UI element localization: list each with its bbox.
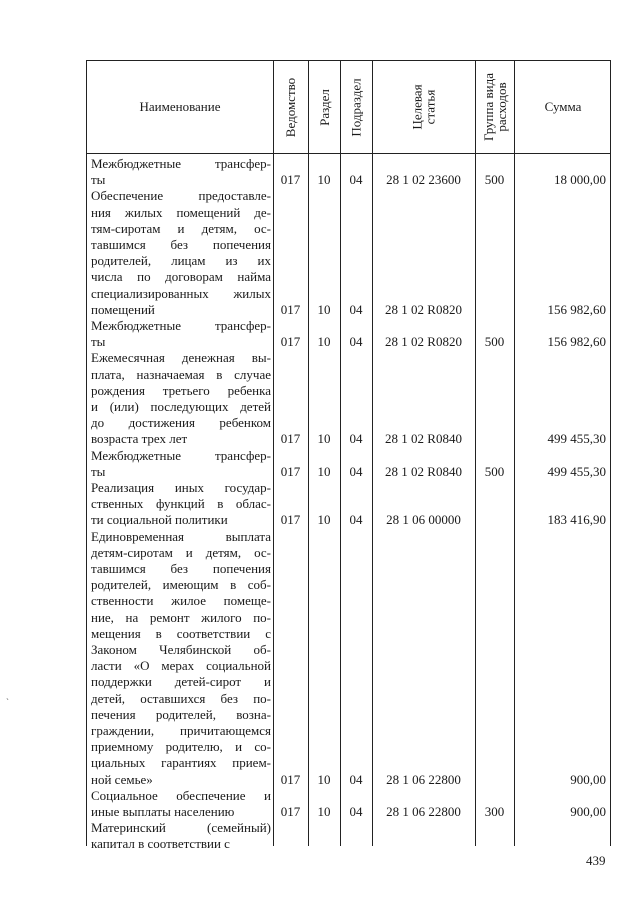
row-vedomstvo: 017	[280, 463, 301, 479]
row-razdel: 10	[317, 431, 331, 447]
row-name-line: родителей, лицам из их	[91, 253, 271, 269]
row-name-line: ласти «О мерах социальной	[91, 658, 271, 674]
row-name	[91, 480, 271, 529]
row-summa: 156 982,60	[547, 334, 606, 350]
row-name-line: помещений	[91, 301, 155, 317]
row-name-line: Реализация иных государ-	[91, 480, 271, 495]
header-summa-cell	[514, 61, 612, 153]
row-celevaya: 28 1 02 R0840	[385, 463, 462, 479]
row-name-line: ной семье»	[91, 771, 153, 787]
row-name-line: ния жилых помещений де-	[91, 204, 271, 220]
row-name	[91, 350, 271, 447]
header-summa: Сумма	[544, 99, 582, 114]
row-razdel: 10	[317, 301, 331, 317]
row-razdel: 10	[317, 172, 331, 188]
row-name-line: тям-сиротам и детям, ос-	[91, 220, 271, 236]
page-number: 439	[586, 853, 606, 868]
row-podrazdel: 04	[349, 334, 363, 350]
header-podrazdel-cell	[340, 61, 372, 153]
row-name-line: граждении, причитающемся	[91, 723, 271, 739]
header-gruppa-cell	[475, 61, 514, 153]
row-podrazdel: 04	[349, 301, 363, 317]
header-gruppa-line: расходов	[493, 82, 509, 132]
row-name-line: Обеспечение предоставле-	[91, 188, 271, 204]
budget-table	[86, 60, 611, 852]
row-name-line: родителей, имеющим в соб-	[91, 577, 271, 593]
row-podrazdel: 04	[349, 463, 363, 479]
header-celevaya	[410, 84, 436, 129]
row-name-line: мещения в соответствии с	[91, 625, 271, 641]
row-name-line: Межбюджетные трансфер-	[91, 156, 271, 171]
row-razdel: 10	[317, 334, 331, 350]
row-name-line: Материнский (семейный)	[91, 820, 271, 836]
row-summa: 18 000,00	[554, 172, 606, 188]
row-vedomstvo: 017	[280, 771, 301, 787]
row-vedomstvo: 017	[280, 803, 301, 819]
row-summa: 499 455,30	[547, 463, 606, 479]
row-celevaya: 28 1 06 00000	[386, 512, 461, 528]
row-celevaya: 28 1 02 R0840	[385, 431, 462, 447]
row-razdel: 10	[317, 803, 331, 819]
header-name-cell	[87, 61, 273, 153]
row-vedomstvo: 017	[280, 431, 301, 447]
row-name-line: Единовременная выплата	[91, 528, 271, 544]
row-name-line: рождения третьего ребенка	[91, 382, 271, 398]
header-celevaya-line: Целевая	[409, 84, 425, 130]
row-name-line: возраста трех лет	[91, 431, 188, 447]
row-summa: 499 455,30	[547, 431, 606, 447]
header-razdel: Раздел	[316, 88, 332, 126]
row-name	[91, 788, 271, 820]
row-summa: 900,00	[570, 771, 606, 787]
row-name-line: поддержки детей-сирот и	[91, 674, 271, 690]
row-celevaya: 28 1 02 R0820	[385, 301, 462, 317]
row-name-line: и (или) последующих детей	[91, 399, 271, 414]
row-podrazdel: 04	[349, 172, 363, 188]
row-name-line: тавшимся без попечения	[91, 561, 271, 576]
row-name	[91, 448, 271, 480]
row-name-line: плата, назначаемая в случае	[91, 366, 271, 382]
row-summa: 183 416,90	[547, 512, 606, 528]
row-gruppa: 500	[484, 334, 505, 350]
header-podrazdel: Подраздел	[348, 77, 364, 137]
row-name-line: Ежемесячная денежная вы-	[91, 350, 271, 366]
row-name-line: Межбюджетные трансфер-	[91, 447, 271, 463]
table-header	[87, 61, 610, 154]
row-name-line: ти социальной политики	[91, 512, 228, 528]
row-summa: 156 982,60	[547, 301, 606, 317]
row-name-line: детей, оставшихся без по-	[91, 690, 271, 706]
row-name	[91, 820, 271, 852]
row-vedomstvo: 017	[280, 334, 301, 350]
row-name-line: иные выплаты населению	[91, 804, 235, 819]
header-name: Наименование	[139, 99, 221, 114]
header-razdel-cell	[308, 61, 340, 153]
header-gruppa-line: Группа вида	[480, 73, 496, 141]
row-name-line: ты	[91, 334, 106, 350]
row-name	[91, 188, 271, 318]
row-name-line: Межбюджетные трансфер-	[91, 318, 271, 333]
row-name-line: детям-сиротам и детям, ос-	[91, 544, 271, 560]
row-celevaya: 28 1 02 23600	[386, 172, 461, 188]
row-gruppa: 500	[484, 463, 505, 479]
row-celevaya: 28 1 06 22800	[386, 771, 461, 787]
row-vedomstvo: 017	[280, 172, 301, 188]
row-vedomstvo: 017	[280, 512, 301, 528]
row-name-line: печения родителей, возна-	[91, 706, 271, 722]
row-name-line: тавшимся без попечения	[91, 237, 271, 252]
header-celevaya-cell	[372, 61, 475, 153]
row-name	[91, 318, 271, 350]
row-razdel: 10	[317, 512, 331, 528]
row-name	[91, 529, 271, 788]
row-gruppa: 300	[484, 803, 505, 819]
row-name-line: числа по договорам найма	[91, 269, 271, 285]
row-summa: 900,00	[570, 803, 606, 819]
row-vedomstvo: 017	[280, 301, 301, 317]
row-name-line: ты	[91, 463, 106, 479]
row-name-line: ственных функций в облас-	[91, 496, 271, 512]
row-celevaya: 28 1 06 22800	[386, 803, 461, 819]
row-razdel: 10	[317, 463, 331, 479]
header-gruppa	[482, 73, 508, 141]
row-celevaya: 28 1 02 R0820	[385, 334, 462, 350]
header-vedomstvo: Ведомство	[283, 77, 298, 137]
row-name-line: капитал в соответствии с	[91, 836, 230, 852]
row-name-line: специализированных жилых	[91, 285, 271, 301]
header-vedomstvo-cell	[273, 61, 308, 153]
row-name-line: ственности жилое помеще-	[91, 593, 271, 609]
row-podrazdel: 04	[349, 512, 363, 528]
row-name-line: Законом Челябинской об-	[91, 642, 271, 658]
row-name-line: циальных гарантиях прием-	[91, 755, 271, 771]
row-razdel: 10	[317, 771, 331, 787]
row-podrazdel: 04	[349, 803, 363, 819]
row-podrazdel: 04	[349, 771, 363, 787]
row-name-line: ние, на ремонт жилого по-	[91, 609, 271, 625]
row-name-line: приемному родителю, и со-	[91, 739, 271, 755]
row-name-line: до достижения ребенком	[91, 415, 271, 431]
row-gruppa: 500	[484, 172, 505, 188]
row-name	[91, 156, 271, 188]
row-name-line: ты	[91, 172, 106, 188]
margin-mark: `	[6, 697, 9, 707]
header-celevaya-line: статья	[422, 89, 438, 125]
row-name-line: Социальное обеспечение и	[91, 787, 271, 803]
row-podrazdel: 04	[349, 431, 363, 447]
